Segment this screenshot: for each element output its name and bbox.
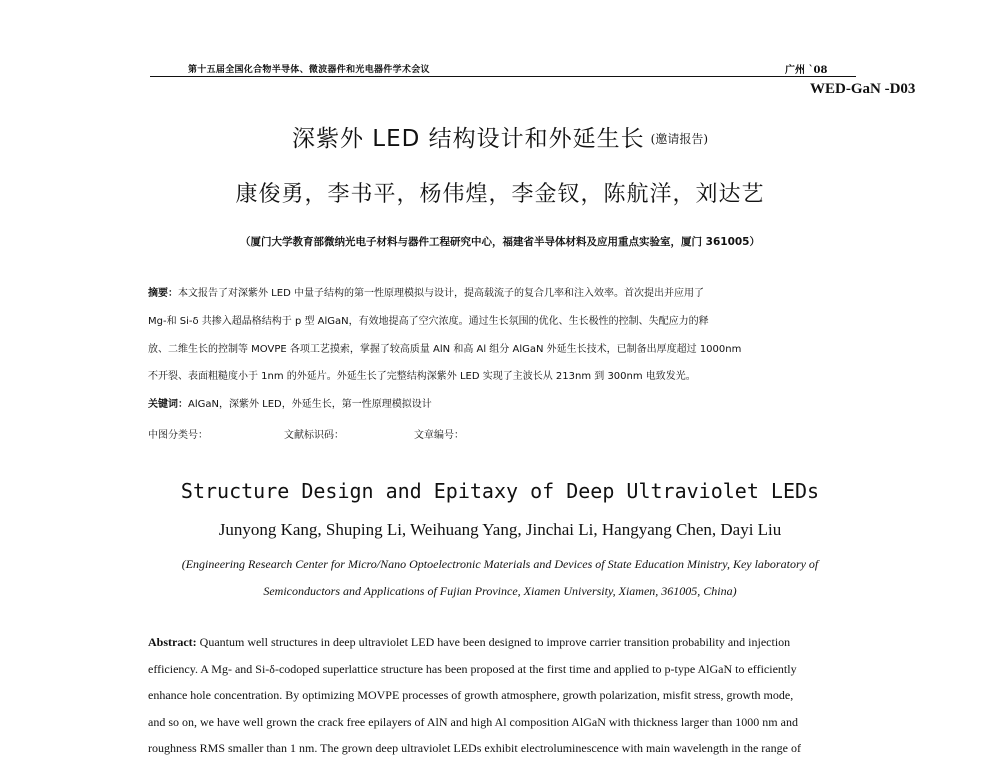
keywords-chinese	[148, 391, 866, 419]
classification-row	[148, 426, 464, 441]
location-year: 广州 `08	[785, 65, 828, 76]
abstract-english-text: Quantum well structures in deep ultraviolet LED have been designed to improve carrier transition probability and injection	[196, 635, 791, 649]
keywords-chinese-text: AlGaN，深紫外 LED，外延生长，第一性原理模拟设计	[188, 399, 432, 411]
clc-label: 中图分类号：	[148, 430, 208, 441]
abstract-chinese-line: 不开裂、表面粗糙度小于 1nm 的外延片。外延生长了完整结构深紫外 LED 实现了主波长从 213nm 到 300nm 电致发光。	[148, 371, 696, 383]
affiliation-english-line: Semiconductors and Applications of Fujian Province, Xiamen University, Xiamen, 361005, China)	[263, 584, 737, 598]
affiliation-chinese: （厦门大学教育部微纳光电子材料与器件工程研究中心，福建省半导体材料及应用重点实验室，厦门 361005）	[240, 236, 760, 248]
title-chinese-main: 深紫外 LED 结构设计和外延生长	[291, 126, 645, 152]
abstract-english-line: efficiency. A Mg- and Si-δ-codoped superlattice structure has been proposed at the first time and applied to p-type AlGaN to efficiently	[148, 661, 797, 676]
conference-header: 第十五届全国化合物半导体、微波器件和光电器件学术会议	[188, 65, 430, 75]
title-chinese	[0, 120, 1000, 153]
authors-english: Junyong Kang, Shuping Li, Weihuang Yang, Jinchai Li, Hangyang Chen, Dayi Liu	[218, 520, 782, 539]
abstract-chinese-label: 摘要：	[148, 288, 178, 299]
affiliation-english	[0, 551, 1000, 605]
keywords-chinese-label: 关键词：	[148, 399, 188, 411]
paper-code: WED-GaN -D03	[810, 81, 916, 97]
document-code-label: 文献标识码：	[284, 430, 344, 441]
article-number-label: 文章编号：	[414, 430, 464, 441]
abstract-english-line	[148, 629, 866, 656]
abstract-english-line: and so on, we have well grown the crack free epilayers of AlN and high Al composition AlGaN with thickness larger than 1000 nm and	[148, 714, 798, 729]
header-rule	[150, 76, 856, 77]
abstract-chinese	[148, 280, 866, 419]
abstract-chinese-line: 放、二维生长的控制等 MOVPE 各项工艺摸索，掌握了较高质量 AlN 和高 Al 组分 AlGaN 外延生长技术，已制备出厚度超过 1000nm	[148, 343, 742, 355]
abstract-english-label: Abstract:	[148, 635, 197, 649]
title-english: Structure Design and Epitaxy of Deep Ultraviolet LEDs	[180, 479, 820, 503]
abstract-english-line: enhance hole concentration. By optimizing MOVPE processes of growth atmosphere, growth polarization, misfit stress, growth mode,	[148, 688, 794, 702]
abstract-english-line: roughness RMS smaller than 1 nm. The grown deep ultraviolet LEDs exhibit electroluminescence with main wavelength in the range of	[148, 741, 801, 755]
abstract-chinese-text: 本文报告了对深紫外 LED 中量子结构的第一性原理模拟与设计，提高载流子的复合几率和注入效率。首次提出并应用了	[178, 288, 704, 299]
abstract-chinese-line	[148, 280, 866, 308]
abstract-chinese-line: Mg-和 Si-δ 共掺入超晶格结构于 p 型 AlGaN，有效地提高了空穴浓度。通过生长氛围的优化、生长极性的控制、失配应力的释	[148, 315, 709, 327]
title-chinese-note: (邀请报告)	[650, 132, 709, 146]
authors-chinese: 康俊勇，李书平，杨伟煌，李金钗，陈航洋，刘达艺	[235, 182, 765, 207]
abstract-english	[148, 629, 866, 762]
affiliation-english-line: (Engineering Research Center for Micro/Nano Optoelectronic Materials and Devices of State Education Ministry, Key laboratory of	[181, 557, 819, 571]
